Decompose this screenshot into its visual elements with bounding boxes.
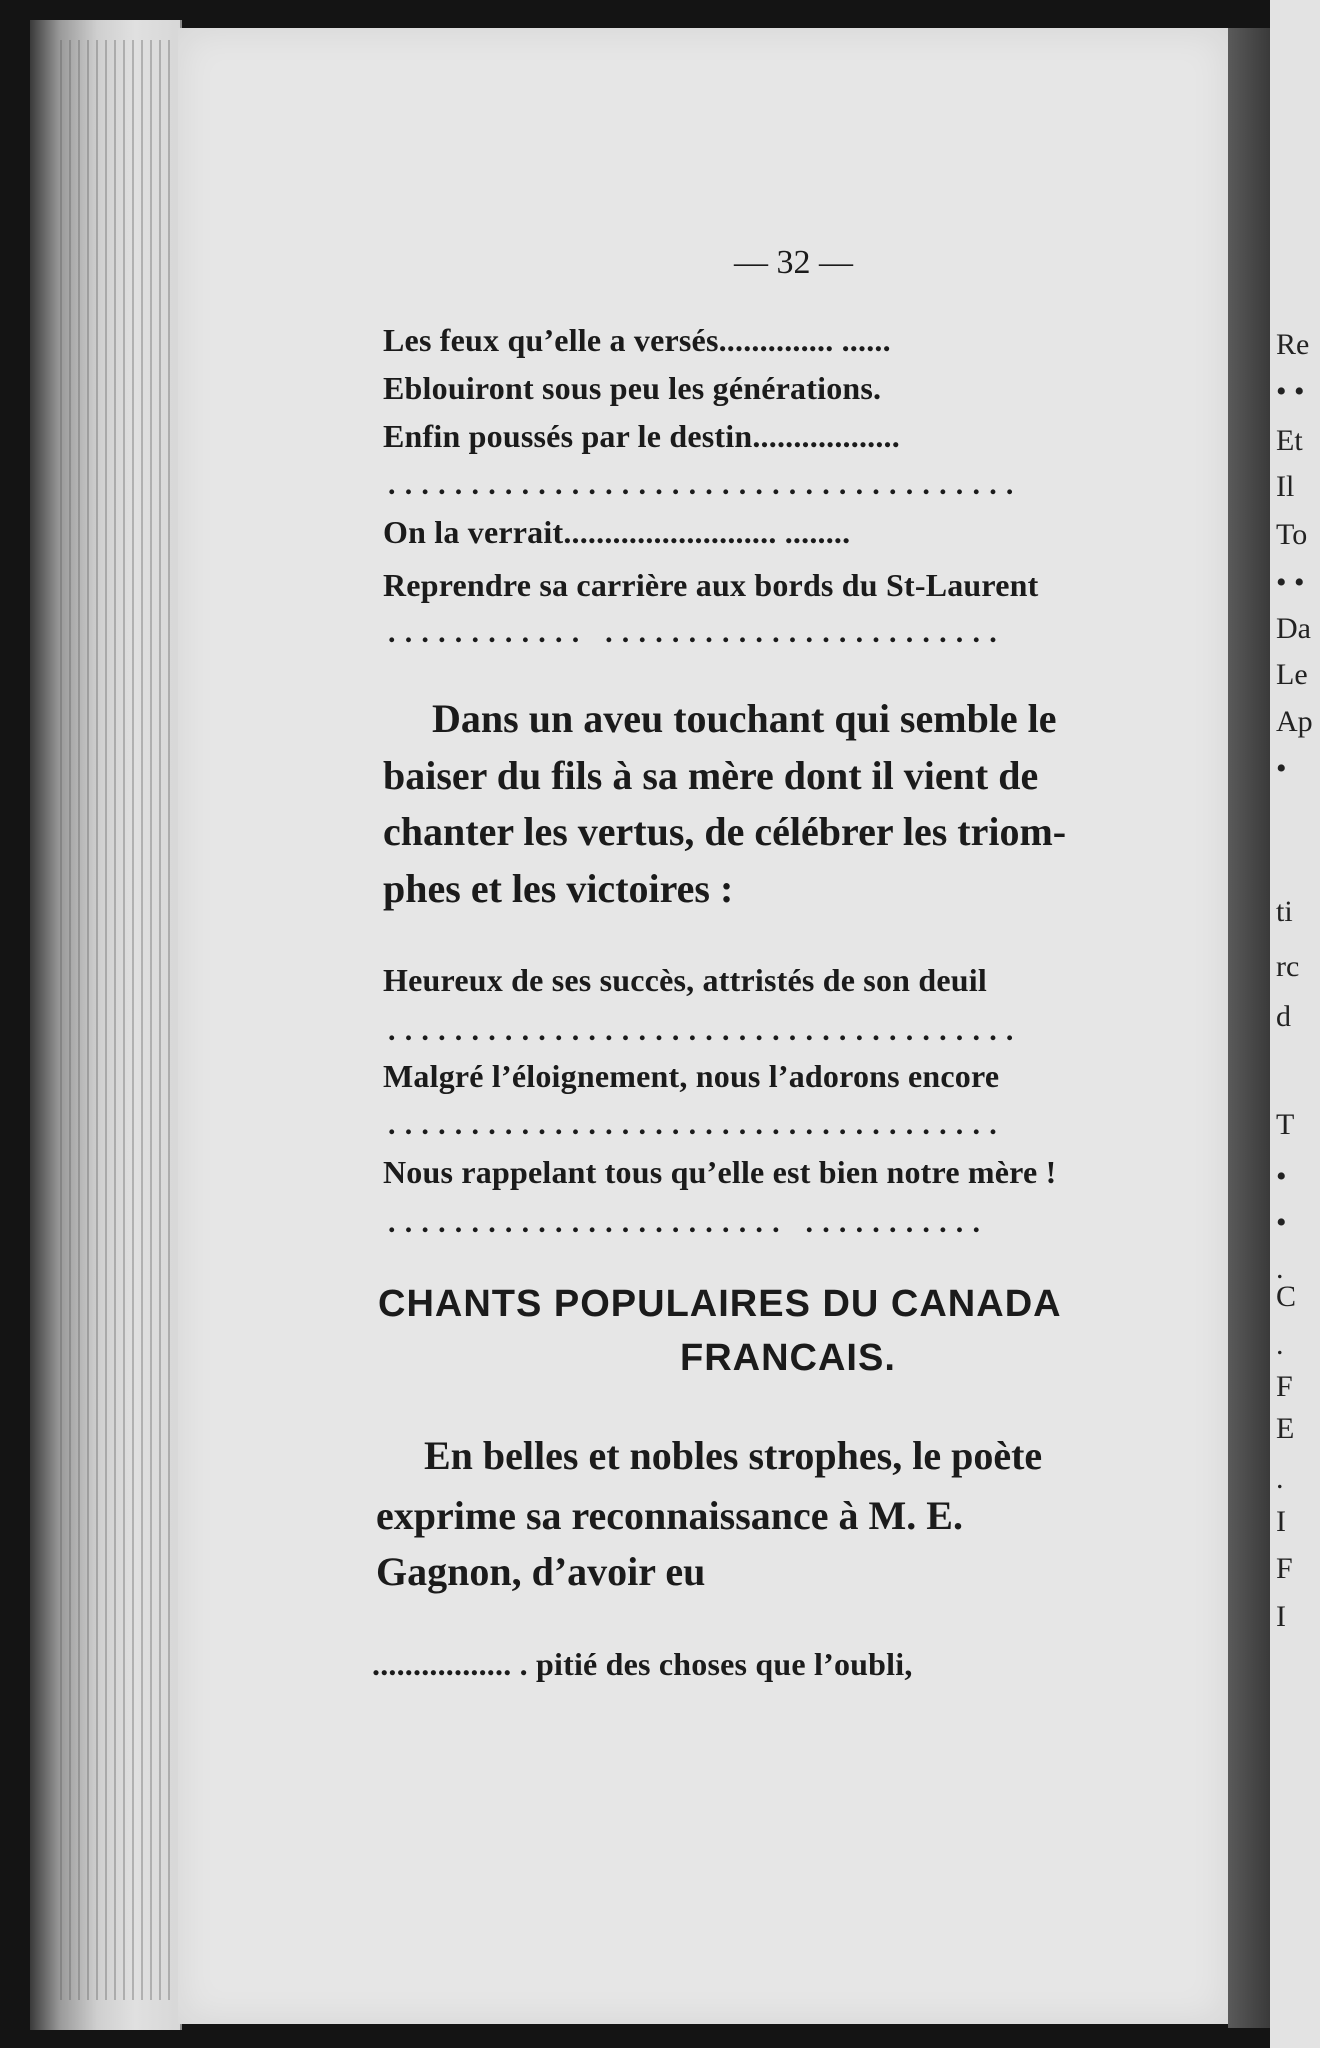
verse-line: Nous rappelant tous qu’elle est bien notre mère !: [383, 1154, 1057, 1190]
prose-line: exprime sa reconnaissance à M. E.: [376, 1493, 963, 1538]
page-stack-lines: [60, 40, 170, 2000]
facing-page-text: Re: [1276, 328, 1310, 361]
ellipsis-line: ........................ ...........: [388, 1206, 990, 1239]
facing-page-text: Le: [1276, 658, 1308, 691]
facing-page-text: E: [1276, 1412, 1295, 1445]
facing-page-text: d: [1276, 1000, 1291, 1033]
facing-page-text: Il: [1276, 470, 1295, 503]
facing-page-text: Et: [1276, 424, 1303, 457]
facing-page-text: • •: [1276, 566, 1305, 599]
facing-page-text: •: [1276, 1206, 1287, 1239]
prose-line: Gagnon, d’avoir eu: [376, 1549, 706, 1594]
facing-page-text: F: [1276, 1552, 1293, 1585]
verse-line: Reprendre sa carrière aux bords du St-Laurent: [383, 567, 1039, 603]
prose-line: phes et les victoires :: [383, 866, 734, 911]
verse-line: Malgré l’éloignement, nous l’adorons encore: [383, 1058, 1000, 1094]
facing-page-text: Ap: [1276, 705, 1313, 738]
verse-line: On la verrait.......................... ........: [383, 514, 851, 550]
prose-line: chanter les vertus, de célébrer les triom-: [383, 809, 1067, 854]
facing-page-text: • •: [1276, 375, 1305, 408]
facing-page-text: C: [1276, 1280, 1297, 1313]
facing-page-text: F: [1276, 1370, 1293, 1403]
facing-page-fragment: [1270, 0, 1320, 2048]
verse-line: Eblouiront sous peu les générations.: [383, 370, 882, 406]
verse-line: Les feux qu’elle a versés.............. ......: [383, 322, 891, 358]
facing-page-text: .: [1276, 1328, 1284, 1361]
verse-line: Enfin poussés par le destin..................: [383, 418, 900, 454]
facing-page-text: I: [1276, 1600, 1286, 1633]
facing-page-text: •: [1276, 752, 1287, 785]
facing-page-text: rc: [1276, 950, 1300, 983]
ellipsis-line: ......................................: [388, 1014, 1023, 1047]
facing-page-text: ti: [1276, 895, 1293, 928]
ellipsis-line: ......................................: [388, 468, 1023, 501]
facing-page-text: T: [1276, 1108, 1295, 1141]
ellipsis-line: .....................................: [388, 1108, 1006, 1141]
prose-line: baiser du fils à sa mère dont il vient de: [383, 753, 1039, 798]
facing-page-text: I: [1276, 1505, 1286, 1538]
book-gutter: [1228, 28, 1270, 2028]
section-heading: CHANTS POPULAIRES DU CANADA: [378, 1283, 1062, 1325]
facing-page-text: Da: [1276, 612, 1311, 645]
facing-page-text: To: [1276, 518, 1308, 551]
facing-page-text: .: [1276, 1252, 1284, 1285]
verse-line: ................. . pitié des choses que l’oubli,: [372, 1646, 913, 1682]
section-heading: FRANCAIS.: [680, 1337, 896, 1379]
ellipsis-line: ............ ........................: [388, 616, 1006, 649]
facing-page-text: •: [1276, 1160, 1287, 1193]
page-number: — 32 —: [734, 244, 853, 281]
prose-line: Dans un aveu touchant qui semble le: [432, 696, 1057, 741]
facing-page-text: .: [1276, 1462, 1284, 1495]
prose-line: En belles et nobles strophes, le poète: [424, 1433, 1043, 1478]
verse-line: Heureux de ses succès, attristés de son deuil: [383, 962, 987, 998]
